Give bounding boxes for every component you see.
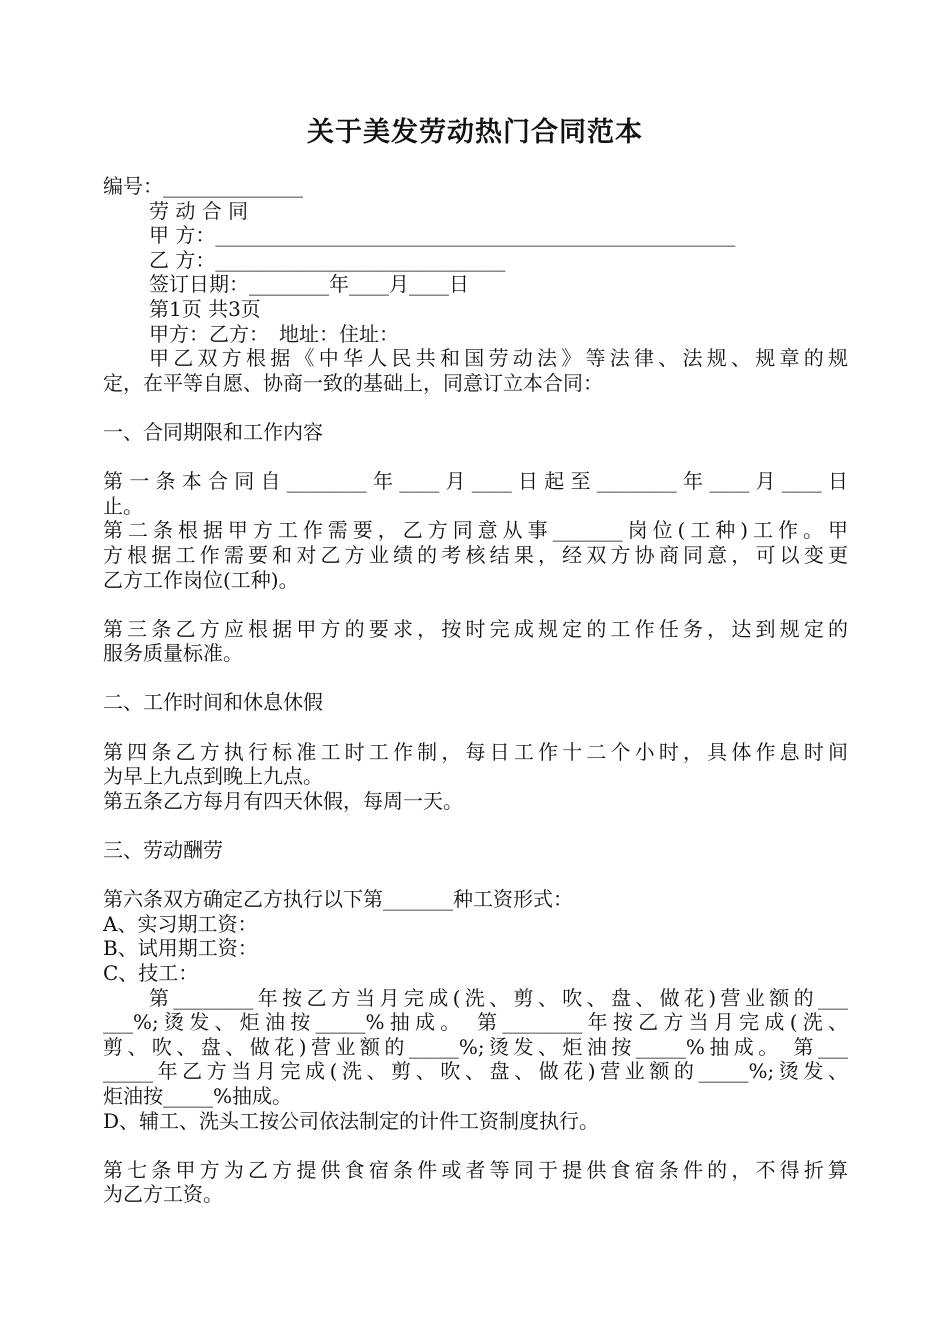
paragraph-line: 第七条甲方为乙方提供食宿条件或者等同于提供食宿条件的，不得折算 bbox=[103, 1157, 848, 1182]
paragraph-line: 第六条双方确定乙方执行以下第_______种工资形式： bbox=[103, 887, 573, 912]
paragraph-line: 为乙方工资。 bbox=[103, 1182, 223, 1207]
paragraph-line: 止。 bbox=[103, 493, 143, 518]
paragraph-line: 为早上九点到晚上九点。 bbox=[103, 764, 323, 789]
paragraph-line: 甲乙双方根据《中华人民共和国劳动法》等法律、法规、规章的规 bbox=[149, 346, 848, 371]
paragraph-line: 方根据工作需要和对乙方业绩的考核结果，经双方协商同意，可以变更 bbox=[103, 542, 848, 567]
page-number-line: 第1页 共3页 bbox=[149, 296, 261, 321]
section-heading: 三、劳动酬劳 bbox=[103, 838, 223, 863]
paragraph-line: 第三条乙方应根据甲方的要求，按时完成规定的工作任务，达到规定的 bbox=[103, 616, 848, 641]
blank-line bbox=[103, 715, 848, 740]
paragraph-line: ___%;烫发、炬油按_____%抽成。 第________年按乙方当月完成(洗、 bbox=[103, 1010, 848, 1035]
contract-heading-line: 劳 动 合 同 bbox=[149, 198, 249, 223]
address-line: 甲方：乙方： 地址：住址： bbox=[149, 321, 399, 346]
blank-line bbox=[103, 863, 848, 888]
blank-line bbox=[103, 445, 848, 470]
paragraph-line: 剪、吹、盘、做花)营业额的_____%;烫发、炬油按_____%抽成。 第___ bbox=[103, 1034, 848, 1059]
blank-line bbox=[103, 592, 848, 617]
paragraph-line: 第二条根据甲方工作需要，乙方同意从事_______岗位(工种)工作。甲 bbox=[103, 518, 848, 543]
section-heading: 二、工作时间和休息休假 bbox=[103, 690, 323, 715]
paragraph-line: 第一条本合同自________年____月____日起至________年____月____日 bbox=[103, 469, 848, 494]
list-item: B、试用期工资： bbox=[103, 936, 258, 961]
document-body bbox=[103, 174, 848, 1207]
paragraph-line: 第四条乙方执行标准工时工作制，每日工作十二个小时，具体作息时间 bbox=[103, 739, 848, 764]
list-item: C、技工： bbox=[103, 961, 199, 985]
blank-line bbox=[103, 1133, 848, 1158]
paragraph-line: 第五条乙方每月有四天休假，每周一天。 bbox=[103, 788, 463, 813]
blank-line bbox=[103, 395, 848, 420]
contract-number-line: 编号：______________ bbox=[103, 174, 303, 198]
paragraph-line: 服务质量标准。 bbox=[103, 641, 243, 666]
paragraph-line: 第________年按乙方当月完成(洗、剪、吹、盘、做花)营业额的___ bbox=[149, 985, 848, 1010]
party-b-line: 乙 方：_____________________________ bbox=[149, 247, 506, 272]
list-item: A、实习期工资： bbox=[103, 911, 258, 936]
list-item: D、辅工、洗头工按公司依法制定的计件工资制度执行。 bbox=[103, 1108, 600, 1133]
section-heading: 一、合同期限和工作内容 bbox=[103, 419, 323, 444]
paragraph-line: 定，在平等自愿、协商一致的基础上，同意订立本合同： bbox=[103, 370, 603, 395]
document-title: 关于美发劳动热门合同范本 bbox=[307, 117, 643, 148]
paragraph-line: _____年乙方当月完成(洗、剪、吹、盘、做花)营业额的_____%;烫发、 bbox=[103, 1059, 848, 1084]
blank-line bbox=[103, 666, 848, 691]
paragraph-line: 乙方工作岗位(工种)。 bbox=[103, 567, 299, 592]
party-a-line: 甲 方：____________________________________________________ bbox=[149, 223, 736, 248]
sign-date-line: 签订日期：________年____月____日 bbox=[149, 272, 469, 297]
paragraph-line: 炬油按_____%抽成。 bbox=[103, 1083, 293, 1108]
blank-line bbox=[103, 813, 848, 838]
